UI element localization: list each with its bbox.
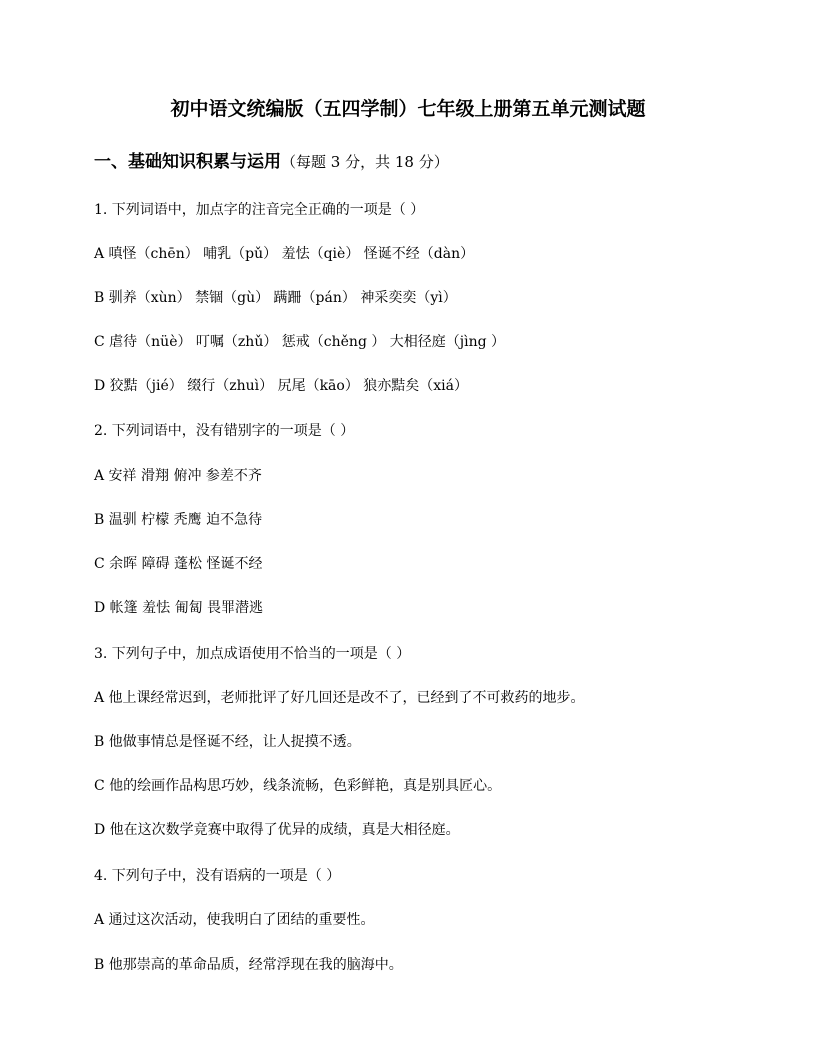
question-4-option-b: B 他那崇高的革命品质，经常浮现在我的脑海中。 <box>94 957 403 973</box>
question-2-option-c: C 余晖 障碍 蓬松 怪诞不经 <box>94 556 263 572</box>
question-3-stem: 3. 下列句子中，加点成语使用不恰当的一项是（ ） <box>94 646 411 662</box>
question-1-option-b: B 驯养（xùn） 禁锢（gù） 蹒跚（pán） 神采奕奕（yì） <box>94 290 457 306</box>
question-1-stem: 1. 下列词语中，加点字的注音完全正确的一项是（ ） <box>94 202 425 218</box>
section-title: 一、基础知识积累与运用 <box>94 152 281 172</box>
question-2-stem: 2. 下列词语中，没有错别字的一项是（ ） <box>94 423 355 439</box>
question-3-option-d: D 他在这次数学竞赛中取得了优异的成绩，真是大相径庭。 <box>94 822 460 838</box>
question-4-stem: 4. 下列句子中，没有语病的一项是（ ） <box>94 868 341 884</box>
section-heading <box>94 150 449 174</box>
question-1-option-c: C 虐待（nüè） 叮嘱（zhǔ） 惩戒（chěng ） 大相径庭（jìng ） <box>94 334 506 350</box>
question-3-option-c: C 他的绘画作品构思巧妙，线条流畅，色彩鲜艳，真是别具匠心。 <box>94 778 502 794</box>
question-1-option-d: D 狡黠（jié） 缀行（zhuì） 尻尾（kāo） 狼亦黠矣（xiá） <box>94 378 468 394</box>
question-3-option-b: B 他做事情总是怪诞不经，让人捉摸不透。 <box>94 734 361 750</box>
question-4-option-a: A 通过这次活动，使我明白了团结的重要性。 <box>94 912 375 928</box>
page-title: 初中语文统编版（五四学制）七年级上册第五单元测试题 <box>170 98 646 120</box>
question-1-option-a: A 嗔怪（chēn） 哺乳（pǔ） 羞怯（qiè） 怪诞不经（dàn） <box>94 246 475 262</box>
question-3-option-a: A 他上课经常迟到，老师批评了好几回还是改不了，已经到了不可救药的地步。 <box>94 690 585 706</box>
question-2-option-b: B 温驯 柠檬 秃鹰 迫不急待 <box>94 512 263 528</box>
question-2-option-d: D 帐篷 羞怯 匍匐 畏罪潜逃 <box>94 600 264 616</box>
question-2-option-a: A 安祥 滑翔 俯冲 参差不齐 <box>94 468 262 484</box>
section-score-note: （每题 3 分，共 18 分） <box>281 153 449 171</box>
